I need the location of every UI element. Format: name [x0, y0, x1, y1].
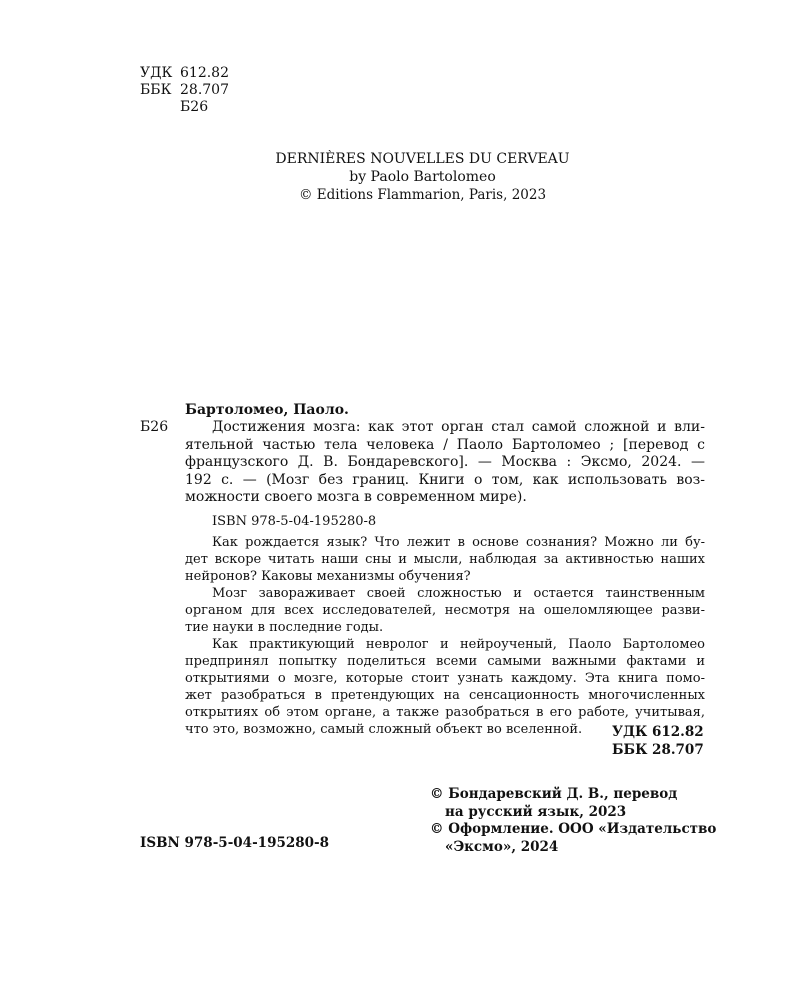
annotation-paragraph: Как рождается язык? Что лежит в основе сознания? Можно ли бу- дет вскоре читать наши сны и мысли, наблюдая за активностью наших нейронов? Каковы механизмы обучения?: [185, 534, 705, 584]
original-title: DERNIÈRES NOUVELLES DU CERVEAU: [275, 151, 570, 167]
catalog-card: [140, 401, 705, 738]
copyright-line: «Эксмо», 2024: [445, 838, 559, 855]
annotation-paragraph: Мозг завораживает своей сложностью и остается таинственным органом для всех исследователей, несмотря на ошеломляющее разви- тие науки в последние годы.: [185, 585, 705, 635]
udk-value: 612.82: [180, 65, 229, 81]
bbk-bottom: ББК 28.707: [612, 742, 704, 758]
catalog-mark: Б26: [140, 419, 169, 435]
annotation: [185, 534, 705, 738]
copyright-line: © Оформление. ООО «Издательство: [430, 821, 717, 837]
author-mark: Б26: [180, 99, 209, 115]
annotation-paragraph: Как практикующий невролог и нейроученый, Паоло Бартоломео предпринял попытку поделиться всеми самыми важными фактами и открытиями о мозге, которые стоит узнать каждому. Эта книга помо- жет разобраться в претендующих на сенсационность многочисленных открытиях об этом органе, а также разобраться в его работе, учитывая, что это, возможно, самый сложный объект во вселенной.: [185, 636, 705, 737]
bbk-line: [140, 82, 229, 99]
description-line: ятельной частью тела человека / Паоло Бартоломео ; [перевод с: [185, 436, 705, 453]
udk-bbk-bottom: [612, 723, 704, 759]
udk-bottom: УДК 612.82: [612, 724, 704, 740]
udk-line: [140, 65, 229, 82]
description-line: 192 с. — (Мозг без границ. Книги о том, как использовать воз-: [185, 471, 705, 488]
udk-header: [140, 65, 229, 116]
original-author: by Paolo Bartolomeo: [349, 169, 496, 185]
author-heading: Бартоломео, Паоло.: [185, 402, 349, 418]
original-edition: [140, 150, 705, 205]
footer-copyright: [430, 786, 716, 856]
description-line: Достижения мозга: как этот орган стал самой сложной и вли-: [212, 419, 705, 435]
bbk-value: 28.707: [180, 82, 229, 98]
copyright-line: на русский язык, 2023: [445, 803, 627, 820]
description-line: можности своего мозга в современном мире).: [185, 489, 527, 505]
footer-isbn: ISBN 978-5-04-195280-8: [140, 835, 330, 851]
catalog-description: [140, 419, 705, 507]
bbk-label: ББК: [140, 82, 172, 98]
description-line: французского Д. В. Бондаревского]. — Москва : Эксмо, 2024. —: [185, 454, 705, 470]
original-copyright: © Editions Flammarion, Paris, 2023: [298, 187, 547, 203]
copyright-line: © Бондаревский Д. В., перевод: [430, 786, 678, 802]
udk-label: УДК: [140, 65, 173, 81]
catalog-isbn: ISBN 978-5-04-195280-8: [212, 513, 377, 529]
